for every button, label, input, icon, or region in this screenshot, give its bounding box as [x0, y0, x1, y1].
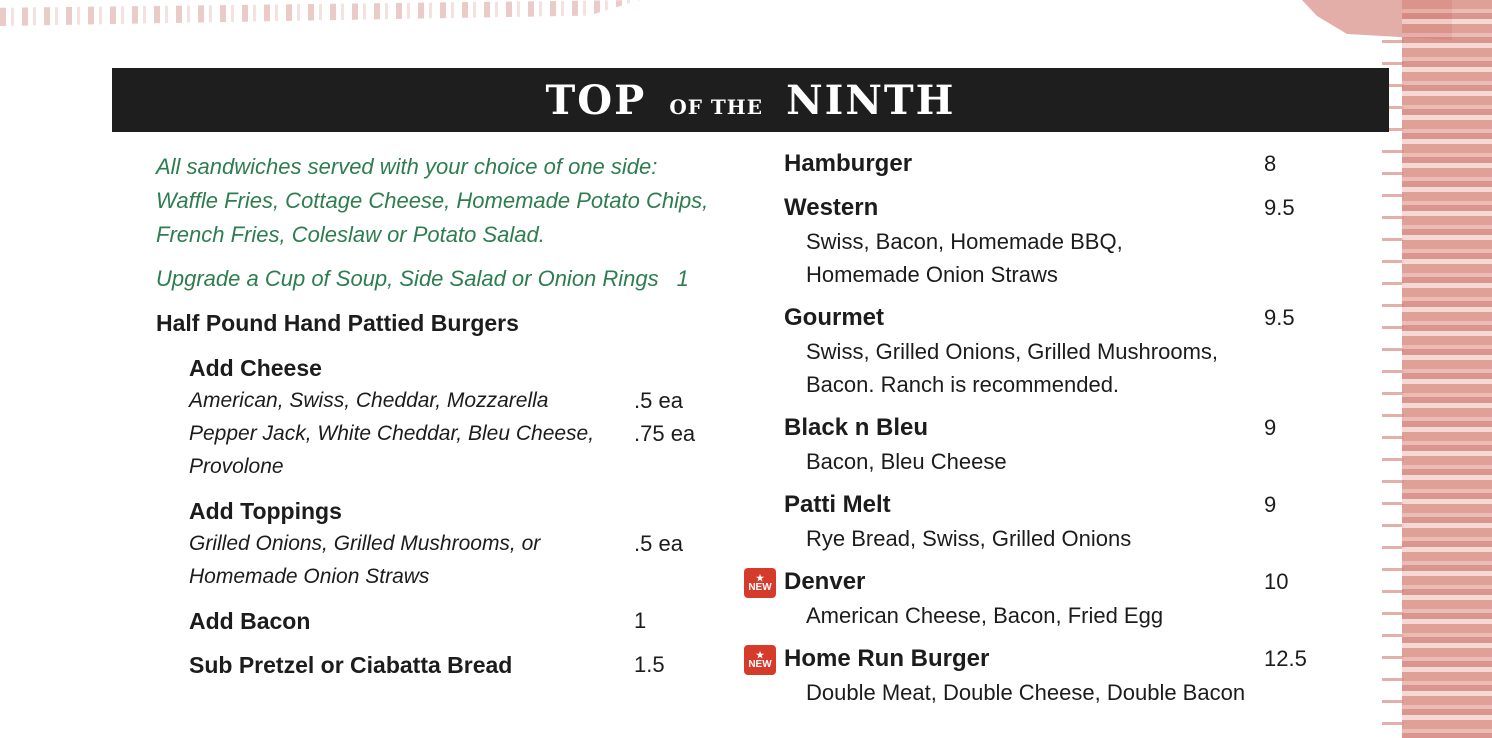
addon-row [189, 605, 736, 637]
left-column [156, 150, 736, 681]
new-badge-icon: ★ NEW [744, 645, 776, 675]
item-description: Homemade Onion Straws [806, 262, 1058, 287]
item-price: 9.5 [1264, 305, 1295, 330]
item-price: 9 [1264, 492, 1277, 517]
menu-section-header [112, 68, 1389, 132]
item-price: 9 [1264, 415, 1277, 440]
item-price: 8 [1264, 151, 1277, 176]
upgrade-note [156, 262, 736, 296]
upgrade-price: 1 [676, 266, 689, 291]
sides-note-line: Waffle Fries, Cottage Cheese, Homemade Potato Chips, [156, 188, 709, 213]
topping-options-2: Homemade Onion Straws [189, 565, 430, 588]
sub-bread-title: Sub Pretzel or Ciabatta Bread [189, 652, 513, 678]
item-description: Bacon, Bleu Cheese [806, 449, 1007, 474]
item-price: 9.5 [1264, 195, 1295, 220]
menu-item [784, 147, 1324, 181]
title-word-ninth: NINTH [786, 76, 956, 124]
decorative-band [1402, 0, 1492, 738]
cheese-options-3: Provolone [189, 455, 284, 478]
item-name: Western [784, 194, 879, 221]
menu-item [748, 565, 1324, 632]
sides-note-line: French Fries, Coleslaw or Potato Salad. [156, 222, 545, 247]
add-toppings-title: Add Toppings [189, 498, 342, 524]
item-name: Gourmet [784, 304, 885, 331]
cheese-price-1: .5 ea [634, 388, 683, 413]
title-word-of-the: OF THE [669, 94, 763, 119]
item-description: Bacon. Ranch is recommended. [806, 372, 1120, 397]
item-price: 12.5 [1264, 646, 1307, 671]
item-description: American Cheese, Bacon, Fried Egg [806, 603, 1164, 628]
item-name: Black n Bleu [784, 414, 929, 441]
item-description: Swiss, Bacon, Homemade BBQ, [806, 229, 1123, 254]
decorative-top-border [0, 0, 640, 26]
topping-price: .5 ea [634, 531, 683, 556]
menu-item [784, 488, 1324, 555]
item-price: 10 [1264, 569, 1289, 594]
item-description: Rye Bread, Swiss, Grilled Onions [806, 526, 1132, 551]
new-badge-icon: ★ NEW [744, 568, 776, 598]
cheese-options-2: Pepper Jack, White Cheddar, Bleu Cheese, [189, 422, 595, 445]
item-name: Denver [784, 568, 866, 595]
topping-options-1: Grilled Onions, Grilled Mushrooms, or [189, 532, 541, 555]
menu-item [784, 301, 1324, 401]
addon-row [189, 527, 736, 560]
right-column [748, 147, 1324, 709]
add-bacon-price: 1 [634, 608, 647, 633]
section-title [546, 77, 956, 124]
menu-item [784, 411, 1324, 478]
addon-row [189, 649, 736, 681]
burgers-section-title: Half Pound Hand Pattied Burgers [156, 310, 519, 336]
add-cheese-title: Add Cheese [189, 355, 322, 381]
cheese-options-1: American, Swiss, Cheddar, Mozzarella [189, 389, 549, 412]
sides-note-line: All sandwiches served with your choice of one side: [156, 154, 658, 179]
addon-row [189, 417, 736, 450]
item-name: Home Run Burger [784, 645, 990, 672]
menu-item [748, 642, 1324, 709]
item-name: Hamburger [784, 150, 913, 177]
addon-row [189, 384, 736, 417]
title-word-top: TOP [545, 76, 647, 124]
upgrade-text: Upgrade a Cup of Soup, Side Salad or Onion Rings [156, 266, 659, 291]
sides-note [156, 150, 736, 252]
decorative-dots [1382, 40, 1404, 730]
item-description: Swiss, Grilled Onions, Grilled Mushrooms, [806, 339, 1219, 364]
menu-item [784, 191, 1324, 291]
add-bacon-title: Add Bacon [189, 608, 311, 634]
sub-bread-price: 1.5 [634, 652, 665, 677]
cheese-price-2: .75 ea [634, 421, 696, 446]
addon-row [189, 560, 736, 593]
item-description: Double Meat, Double Cheese, Double Bacon [806, 680, 1246, 705]
burger-addons [156, 352, 736, 681]
addon-row [189, 450, 736, 483]
item-name: Patti Melt [784, 491, 891, 518]
